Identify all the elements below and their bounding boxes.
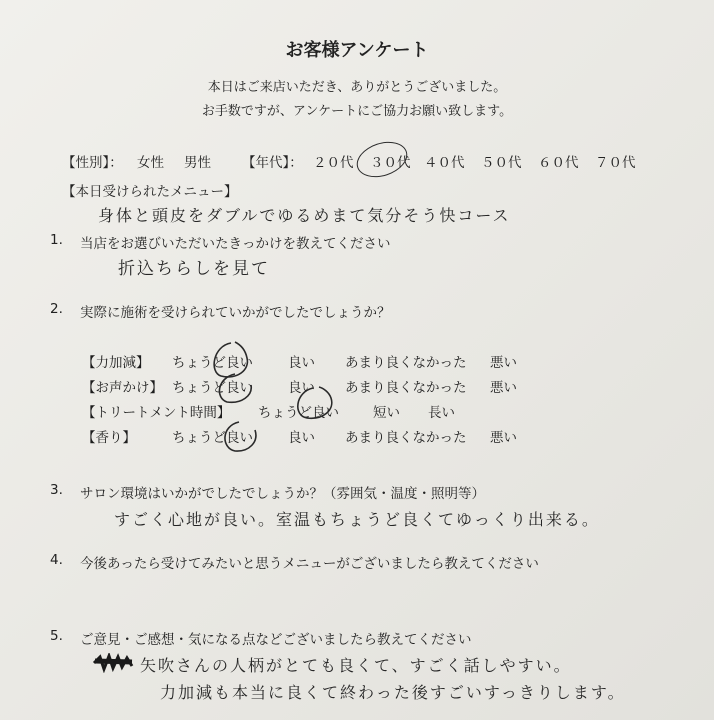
age-20s[interactable]: ２０代 [313,155,354,171]
q2-talk-bad[interactable]: 悪い [490,380,517,396]
q2-talk-not-good[interactable]: あまり良くなかった [345,380,467,396]
age-30s[interactable]: ３０代 [370,155,411,171]
intro-line-1: 本日はご来店いただき、ありがとうございました。 [207,80,507,95]
q2-strength-just-right[interactable]: ちょうど良い [172,355,253,371]
q2-text: 実際に施術を受けられていかがでしたでしょうか？ [80,305,391,321]
q2-row-label-time: 【トリートメント時間】 [82,405,231,421]
gender-label: 【性別】： [62,155,123,171]
q2-number: 2. [50,301,63,317]
q2-scent-bad[interactable]: 悪い [490,430,517,446]
age-selection-circle [352,136,412,183]
q2-strength-not-good[interactable]: あまり良くなかった [345,355,467,371]
q2-selection-circles [195,330,345,455]
age-50s[interactable]: ５０代 [481,155,522,171]
age-label: 【年代】： [242,155,303,171]
q2-scent-good[interactable]: 良い [288,430,315,446]
q2-time-long[interactable]: 長い [428,405,455,421]
q4-number: 4. [50,552,63,568]
q2-time-just-right[interactable]: ちょうど良い [258,405,339,421]
q2-scent-just-right[interactable]: ちょうど良い [172,430,253,446]
intro-line-2: お手数ですが、アンケートにご協力お願い致します。 [201,104,513,119]
age-60s[interactable]: ６０代 [538,155,579,171]
q2-row-label-scent: 【香り】 [82,430,136,446]
q4-text: 今後あったら受けてみたいと思うメニューがございましたら教えてください [80,556,539,572]
q2-time-short[interactable]: 短い [373,405,400,421]
q3-number: 3. [50,482,63,498]
q5-text: ご意見・ご感想・気になる点などございましたら教えてください [80,632,472,648]
age-70s[interactable]: ７０代 [595,155,636,171]
q2-strength-bad[interactable]: 悪い [490,355,517,371]
q2-row-label-strength: 【力加減】 [82,355,150,371]
q1-answer[interactable]: 折込ちらしを見て [118,259,270,279]
age-40s[interactable]: ４０代 [424,155,465,171]
gender-female[interactable]: 女性 [137,155,164,171]
q5-answer-line-1[interactable]: 矢吹さんの人柄がとても良くて、すごく話しやすい。 [140,656,572,675]
gender-male[interactable]: 男性 [184,155,211,171]
q3-text: サロン環境はいかがでしたでしょうか？（雰囲気・温度・照明等） [80,486,485,502]
q2-talk-good[interactable]: 良い [288,380,315,396]
q5-redacted-scribble [92,653,136,673]
survey-title: お客様アンケート [285,40,429,61]
q5-answer-line-2[interactable]: 力加減も本当に良くて終わった後すごいすっきりします。 [160,683,626,702]
q1-text: 当店をお選びいただいたきっかけを教えてください [80,236,391,252]
q2-scent-not-good[interactable]: あまり良くなかった [345,430,467,446]
menu-label: 【本日受けられたメニュー】 [62,184,238,200]
q1-number: 1. [50,232,63,248]
q3-answer[interactable]: すごく心地が良い。室温もちょうど良くてゆっくり出来る。 [114,510,600,529]
menu-answer[interactable]: 身体と頭皮をダブルでゆるめまて気分そう快コース [98,206,511,225]
q2-strength-good[interactable]: 良い [288,355,315,371]
q2-row-label-talk: 【お声かけ】 [82,380,163,396]
q5-number: 5. [50,628,63,644]
q2-talk-just-right[interactable]: ちょうど良い [172,380,253,396]
